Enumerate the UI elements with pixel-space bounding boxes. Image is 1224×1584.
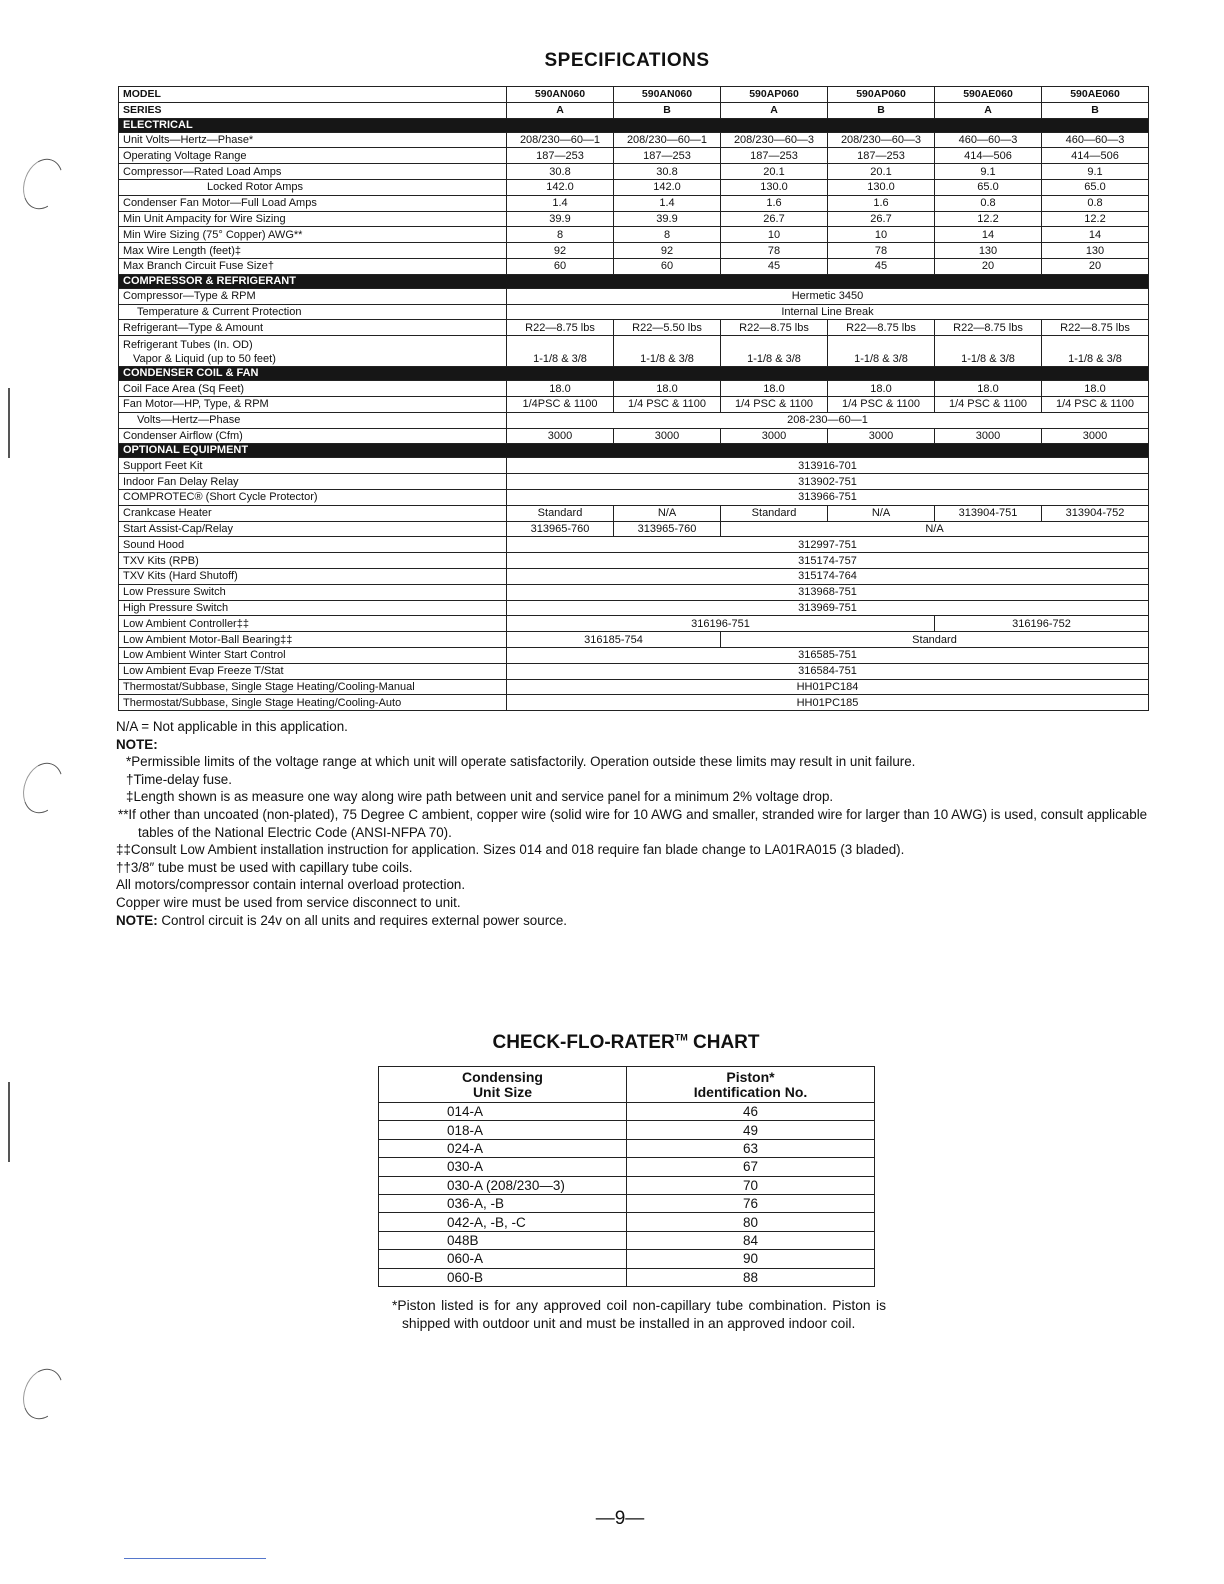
control-note-text: Control circuit is 24v on all units and requires external power source. — [157, 912, 568, 928]
row-value: 316185-754 — [507, 632, 721, 648]
table-row — [119, 396, 1149, 412]
row-label: Locked Rotor Amps — [119, 179, 507, 195]
row-value: 1-1/8 & 3/8 — [828, 336, 935, 367]
row-value: 26.7 — [721, 211, 828, 227]
table-row — [119, 647, 1149, 663]
row-label: TXV Kits (RPB) — [119, 553, 507, 569]
row-label: TXV Kits (Hard Shutoff) — [119, 568, 507, 584]
row-value: 18.0 — [507, 381, 614, 397]
row-label — [119, 336, 507, 367]
unit-size-cell: 024-A — [379, 1139, 627, 1157]
piston-id-cell: 84 — [627, 1231, 875, 1249]
row-label: Coil Face Area (Sq Feet) — [119, 381, 507, 397]
row-value: 1/4PSC & 1100 — [507, 396, 614, 412]
row-value: 1.4 — [614, 195, 721, 211]
row-value: 60 — [614, 258, 721, 274]
row-label: Volts—Hertz—Phase — [119, 412, 507, 428]
unit-size-cell: 060-A — [379, 1250, 627, 1268]
row-value: 316585-751 — [507, 647, 1149, 663]
row-label: MODEL — [119, 87, 507, 103]
table-row — [119, 568, 1149, 584]
row-value: HH01PC185 — [507, 695, 1149, 711]
row-value: 3000 — [828, 428, 935, 444]
row-label: Low Ambient Evap Freeze T/Stat — [119, 663, 507, 679]
row-label: Fan Motor—HP, Type, & RPM — [119, 396, 507, 412]
row-value: 30.8 — [507, 164, 614, 180]
table-row — [119, 428, 1149, 444]
row-value: 208/230—60—1 — [614, 132, 721, 148]
row-label: Max Branch Circuit Fuse Size† — [119, 258, 507, 274]
section-header-optional — [119, 444, 1149, 458]
section-header-compressor — [119, 274, 1149, 288]
row-label: Sound Hood — [119, 537, 507, 553]
row-value: 78 — [828, 243, 935, 259]
table-row — [379, 1213, 875, 1231]
row-value: 1/4 PSC & 1100 — [828, 396, 935, 412]
row-value: 460—60—3 — [935, 132, 1042, 148]
piston-id-cell: 88 — [627, 1268, 875, 1286]
row-value: R22—8.75 lbs — [1042, 320, 1149, 336]
model-cell: 590AN060 — [614, 87, 721, 103]
row-value: 10 — [828, 227, 935, 243]
series-row — [119, 102, 1149, 118]
row-label: Compressor—Type & RPM — [119, 288, 507, 304]
electrical-rows — [119, 132, 1149, 274]
row-value: R22—8.75 lbs — [828, 320, 935, 336]
piston-id-cell: 80 — [627, 1213, 875, 1231]
binder-hole-top — [16, 153, 69, 215]
row-label: Condenser Airflow (Cfm) — [119, 428, 507, 444]
unit-size-cell: 036-A, -B — [379, 1194, 627, 1212]
row-value: 10 — [721, 227, 828, 243]
row-value: 315174-757 — [507, 553, 1149, 569]
piston-id-cell: 70 — [627, 1176, 875, 1194]
na-note: N/A = Not applicable in this application. — [116, 719, 348, 734]
row-label-line: Refrigerant Tubes (In. OD) — [123, 339, 253, 352]
row-value: 18.0 — [614, 381, 721, 397]
table-row — [379, 1121, 875, 1139]
series-cell: B — [614, 102, 721, 118]
row-label: Support Feet Kit — [119, 458, 507, 474]
row-value: 460—60—3 — [1042, 132, 1149, 148]
row-value: 313965-760 — [614, 521, 721, 537]
table-row — [119, 663, 1149, 679]
model-cell: 590AP060 — [828, 87, 935, 103]
row-value: 313965-760 — [507, 521, 614, 537]
row-value: 78 — [721, 243, 828, 259]
row-label: Max Wire Length (feet)‡ — [119, 243, 507, 259]
row-value: 315174-764 — [507, 568, 1149, 584]
row-value: 1-1/8 & 3/8 — [721, 336, 828, 367]
table-row — [119, 695, 1149, 711]
table-row — [379, 1176, 875, 1194]
row-value: N/A — [721, 521, 1149, 537]
row-label: Min Unit Ampacity for Wire Sizing — [119, 211, 507, 227]
row-label: Low Ambient Controller‡‡ — [119, 616, 507, 632]
section-title: CONDENSER COIL & FAN — [119, 367, 1149, 381]
table-row — [119, 537, 1149, 553]
unit-size-cell: 060-B — [379, 1268, 627, 1286]
row-value: 14 — [1042, 227, 1149, 243]
table-row — [379, 1231, 875, 1249]
row-value: 1-1/8 & 3/8 — [1042, 336, 1149, 367]
row-value: 3000 — [721, 428, 828, 444]
footnote: All motors/compressor contain internal overload protection. — [116, 877, 466, 893]
row-value: 1/4 PSC & 1100 — [614, 396, 721, 412]
unit-size-cell: 048B — [379, 1231, 627, 1249]
model-cell: 590AN060 — [507, 87, 614, 103]
row-value: 316584-751 — [507, 663, 1149, 679]
column-header — [379, 1067, 627, 1103]
model-cell: 590AP060 — [721, 87, 828, 103]
row-label: Condenser Fan Motor—Full Load Amps — [119, 195, 507, 211]
table-row — [119, 584, 1149, 600]
row-value: 208/230—60—3 — [721, 132, 828, 148]
piston-footnote: *Piston listed is for any approved coil non-capillary tube combination. Piston is shipped with outdoor unit and must be installed in an approved indoor coil. — [392, 1298, 886, 1331]
table-row — [119, 132, 1149, 148]
unit-size-cell: 042-A, -B, -C — [379, 1213, 627, 1231]
row-label: Thermostat/Subbase, Single Stage Heating/Cooling-Auto — [119, 695, 507, 711]
row-value: 313966-751 — [507, 489, 1149, 505]
table-row — [119, 553, 1149, 569]
row-label-line: Vapor & Liquid (up to 50 feet) — [133, 353, 276, 366]
table-row — [119, 179, 1149, 195]
row-value: 142.0 — [614, 179, 721, 195]
table-row — [119, 243, 1149, 259]
row-value: 18.0 — [828, 381, 935, 397]
row-value: Hermetic 3450 — [507, 288, 1149, 304]
row-value: 0.8 — [1042, 195, 1149, 211]
row-label: Start Assist-Cap/Relay — [119, 521, 507, 537]
row-value: 130 — [1042, 243, 1149, 259]
row-value: 1-1/8 & 3/8 — [614, 336, 721, 367]
row-value: 45 — [828, 258, 935, 274]
row-value: 208/230—60—1 — [507, 132, 614, 148]
row-value: 313904-752 — [1042, 505, 1149, 521]
table-row — [119, 474, 1149, 490]
row-value: 1.4 — [507, 195, 614, 211]
row-value: R22—5.50 lbs — [614, 320, 721, 336]
row-value: HH01PC184 — [507, 679, 1149, 695]
header-row — [379, 1067, 875, 1103]
row-value: 3000 — [935, 428, 1042, 444]
row-value: Standard — [721, 632, 1149, 648]
row-label: Thermostat/Subbase, Single Stage Heating/Cooling-Manual — [119, 679, 507, 695]
row-value: Standard — [507, 505, 614, 521]
row-value: R22—8.75 lbs — [507, 320, 614, 336]
row-value: 14 — [935, 227, 1042, 243]
row-value: 1.6 — [721, 195, 828, 211]
footnote: *Permissible limits of the voltage range at which unit will operate satisfactorily. Operation outside these limits may result in unit failure. — [126, 754, 916, 770]
row-value: 18.0 — [1042, 381, 1149, 397]
row-value: 313904-751 — [935, 505, 1042, 521]
flo-rater-table — [378, 1066, 875, 1287]
row-label: SERIES — [119, 102, 507, 118]
table-row — [379, 1268, 875, 1286]
row-value: 12.2 — [935, 211, 1042, 227]
row-label: Low Ambient Motor-Ball Bearing‡‡ — [119, 632, 507, 648]
control-note — [116, 912, 1156, 930]
section-title: OPTIONAL EQUIPMENT — [119, 444, 1149, 458]
row-label: Low Pressure Switch — [119, 584, 507, 600]
table-row — [379, 1158, 875, 1176]
row-value: Standard — [721, 505, 828, 521]
page-title: SPECIFICATIONS — [544, 50, 710, 71]
footnote: ††3/8″ tube must be used with capillary tube coils. — [116, 859, 413, 875]
row-value: 313968-751 — [507, 584, 1149, 600]
row-value: 313916-701 — [507, 458, 1149, 474]
row-value: 142.0 — [507, 179, 614, 195]
row-value: 20 — [1042, 258, 1149, 274]
row-value: 60 — [507, 258, 614, 274]
row-value: 65.0 — [935, 179, 1042, 195]
table-row — [119, 227, 1149, 243]
footnote: ‡‡Consult Low Ambient installation instruction for application. Sizes 014 and 018 require fan blade change to LA01RA015 (3 bladed). — [116, 842, 905, 858]
notes-block — [116, 718, 1156, 929]
table-row — [119, 258, 1149, 274]
row-label: Indoor Fan Delay Relay — [119, 474, 507, 490]
row-value: 39.9 — [614, 211, 721, 227]
footnote: ‡Length shown is as measure one way along wire path between unit and service panel for a minimum 2% voltage drop. — [126, 789, 834, 805]
section-header-condenser — [119, 367, 1149, 381]
table-row — [119, 632, 1149, 648]
row-value: 8 — [507, 227, 614, 243]
section-header-electrical — [119, 118, 1149, 132]
row-value: 187—253 — [614, 148, 721, 164]
row-value: 18.0 — [721, 381, 828, 397]
unit-size-cell: 030-A — [379, 1158, 627, 1176]
unit-size-cell: 014-A — [379, 1103, 627, 1121]
row-value: 1/4 PSC & 1100 — [721, 396, 828, 412]
footnote: †Time-delay fuse. — [126, 771, 232, 787]
row-value: 130.0 — [721, 179, 828, 195]
row-value: 18.0 — [935, 381, 1042, 397]
row-value: 20.1 — [721, 164, 828, 180]
table-row — [119, 412, 1149, 428]
table-row — [119, 164, 1149, 180]
row-value: 12.2 — [1042, 211, 1149, 227]
row-value: 92 — [507, 243, 614, 259]
table-row — [119, 381, 1149, 397]
row-value: 30.8 — [614, 164, 721, 180]
margin-mark — [8, 1082, 10, 1162]
row-value: 20.1 — [828, 164, 935, 180]
row-value: 3000 — [1042, 428, 1149, 444]
table-row — [119, 521, 1149, 537]
table-row — [379, 1139, 875, 1157]
series-cell: A — [721, 102, 828, 118]
table-row — [119, 679, 1149, 695]
table-row — [119, 211, 1149, 227]
row-value: 313969-751 — [507, 600, 1149, 616]
margin-mark — [8, 388, 10, 458]
model-cell: 590AE060 — [1042, 87, 1149, 103]
row-value: 130.0 — [828, 179, 935, 195]
row-label: Operating Voltage Range — [119, 148, 507, 164]
note-heading: NOTE: — [116, 736, 158, 752]
table-row — [379, 1250, 875, 1268]
row-value: 187—253 — [828, 148, 935, 164]
flo-chart-title-text: CHECK-FLO-RATER — [492, 1032, 675, 1053]
row-value: 65.0 — [1042, 179, 1149, 195]
row-label: Low Ambient Winter Start Control — [119, 647, 507, 663]
series-cell: B — [1042, 102, 1149, 118]
row-value: 0.8 — [935, 195, 1042, 211]
row-value: 1.6 — [828, 195, 935, 211]
row-value: 130 — [935, 243, 1042, 259]
row-value: 313902-751 — [507, 474, 1149, 490]
section-title: COMPRESSOR & REFRIGERANT — [119, 274, 1149, 288]
piston-id-cell: 63 — [627, 1139, 875, 1157]
piston-id-cell: 49 — [627, 1121, 875, 1139]
row-value: 3000 — [614, 428, 721, 444]
row-value: N/A — [614, 505, 721, 521]
row-value: 312997-751 — [507, 537, 1149, 553]
table-row — [119, 489, 1149, 505]
row-value: 414—506 — [935, 148, 1042, 164]
row-value: R22—8.75 lbs — [721, 320, 828, 336]
row-value: 1-1/8 & 3/8 — [935, 336, 1042, 367]
row-value: R22—8.75 lbs — [935, 320, 1042, 336]
row-value: 1/4 PSC & 1100 — [1042, 396, 1149, 412]
table-row — [119, 505, 1149, 521]
row-value: 9.1 — [1042, 164, 1149, 180]
piston-id-cell: 67 — [627, 1158, 875, 1176]
unit-size-cell: 018-A — [379, 1121, 627, 1139]
flo-chart-title-suffix: CHART — [687, 1032, 760, 1053]
table-row — [119, 288, 1149, 304]
column-header — [627, 1067, 875, 1103]
row-value: 20 — [935, 258, 1042, 274]
row-value: 316196-751 — [507, 616, 935, 632]
page-number: —9— — [595, 1508, 645, 1529]
table-row — [379, 1194, 875, 1212]
row-value: 208/230—60—3 — [828, 132, 935, 148]
row-value: 1-1/8 & 3/8 — [507, 336, 614, 367]
row-label: COMPROTEC® (Short Cycle Protector) — [119, 489, 507, 505]
row-label: Unit Volts—Hertz—Phase* — [119, 132, 507, 148]
control-note-label: NOTE: — [116, 912, 158, 928]
row-value: 414—506 — [1042, 148, 1149, 164]
binder-hole-bottom — [16, 1363, 69, 1425]
table-row — [119, 195, 1149, 211]
piston-id-cell: 46 — [627, 1103, 875, 1121]
series-cell: A — [935, 102, 1042, 118]
row-value: Internal Line Break — [507, 304, 1149, 320]
model-cell: 590AE060 — [935, 87, 1042, 103]
row-label: Compressor—Rated Load Amps — [119, 164, 507, 180]
footnote: Copper wire must be used from service disconnect to unit. — [116, 894, 461, 910]
row-label: Min Wire Sizing (75° Copper) AWG** — [119, 227, 507, 243]
row-value: 39.9 — [507, 211, 614, 227]
row-value: 45 — [721, 258, 828, 274]
row-value: 92 — [614, 243, 721, 259]
header-line: Unit Size — [472, 1084, 533, 1100]
row-label: Temperature & Current Protection — [119, 304, 507, 320]
row-value: 1/4 PSC & 1100 — [935, 396, 1042, 412]
table-row — [119, 320, 1149, 336]
footnote: **If other than uncoated (non-plated), 75 Degree C ambient, copper wire (solid wire for 10 AWG and smaller, stranded wire for larger than 10 AWG) is used, consult applicable tables of the National Electric Code (ANSI-NFPA 70). — [118, 806, 1148, 840]
row-value: 316196-752 — [935, 616, 1149, 632]
row-value: 187—253 — [721, 148, 828, 164]
series-cell: B — [828, 102, 935, 118]
header-line: Piston* — [726, 1069, 775, 1085]
binder-hole-middle — [16, 757, 69, 819]
table-row — [379, 1103, 875, 1121]
row-value: 208-230—60—1 — [507, 412, 1149, 428]
trademark-mark: TM — [674, 1032, 688, 1043]
section-title: ELECTRICAL — [119, 118, 1149, 132]
row-label: Refrigerant—Type & Amount — [119, 320, 507, 336]
row-value: 8 — [614, 227, 721, 243]
header-line: Identification No. — [693, 1084, 808, 1100]
row-label: High Pressure Switch — [119, 600, 507, 616]
unit-size-cell: 030-A (208/230—3) — [379, 1176, 627, 1194]
piston-id-cell: 76 — [627, 1194, 875, 1212]
series-cell: A — [507, 102, 614, 118]
row-value: N/A — [828, 505, 935, 521]
model-row — [119, 87, 1149, 103]
flo-chart-title — [378, 1032, 874, 1054]
bottom-rule — [124, 1558, 266, 1559]
row-value: 187—253 — [507, 148, 614, 164]
table-row — [119, 616, 1149, 632]
header-line: Condensing — [462, 1069, 543, 1085]
table-row — [119, 304, 1149, 320]
table-row — [119, 458, 1149, 474]
row-value: 3000 — [507, 428, 614, 444]
row-value: 26.7 — [828, 211, 935, 227]
row-value: 9.1 — [935, 164, 1042, 180]
row-label: Crankcase Heater — [119, 505, 507, 521]
flo-rows — [379, 1103, 875, 1287]
table-row — [119, 600, 1149, 616]
table-row — [119, 336, 1149, 367]
specifications-table — [118, 86, 1149, 711]
piston-id-cell: 90 — [627, 1250, 875, 1268]
table-row — [119, 148, 1149, 164]
